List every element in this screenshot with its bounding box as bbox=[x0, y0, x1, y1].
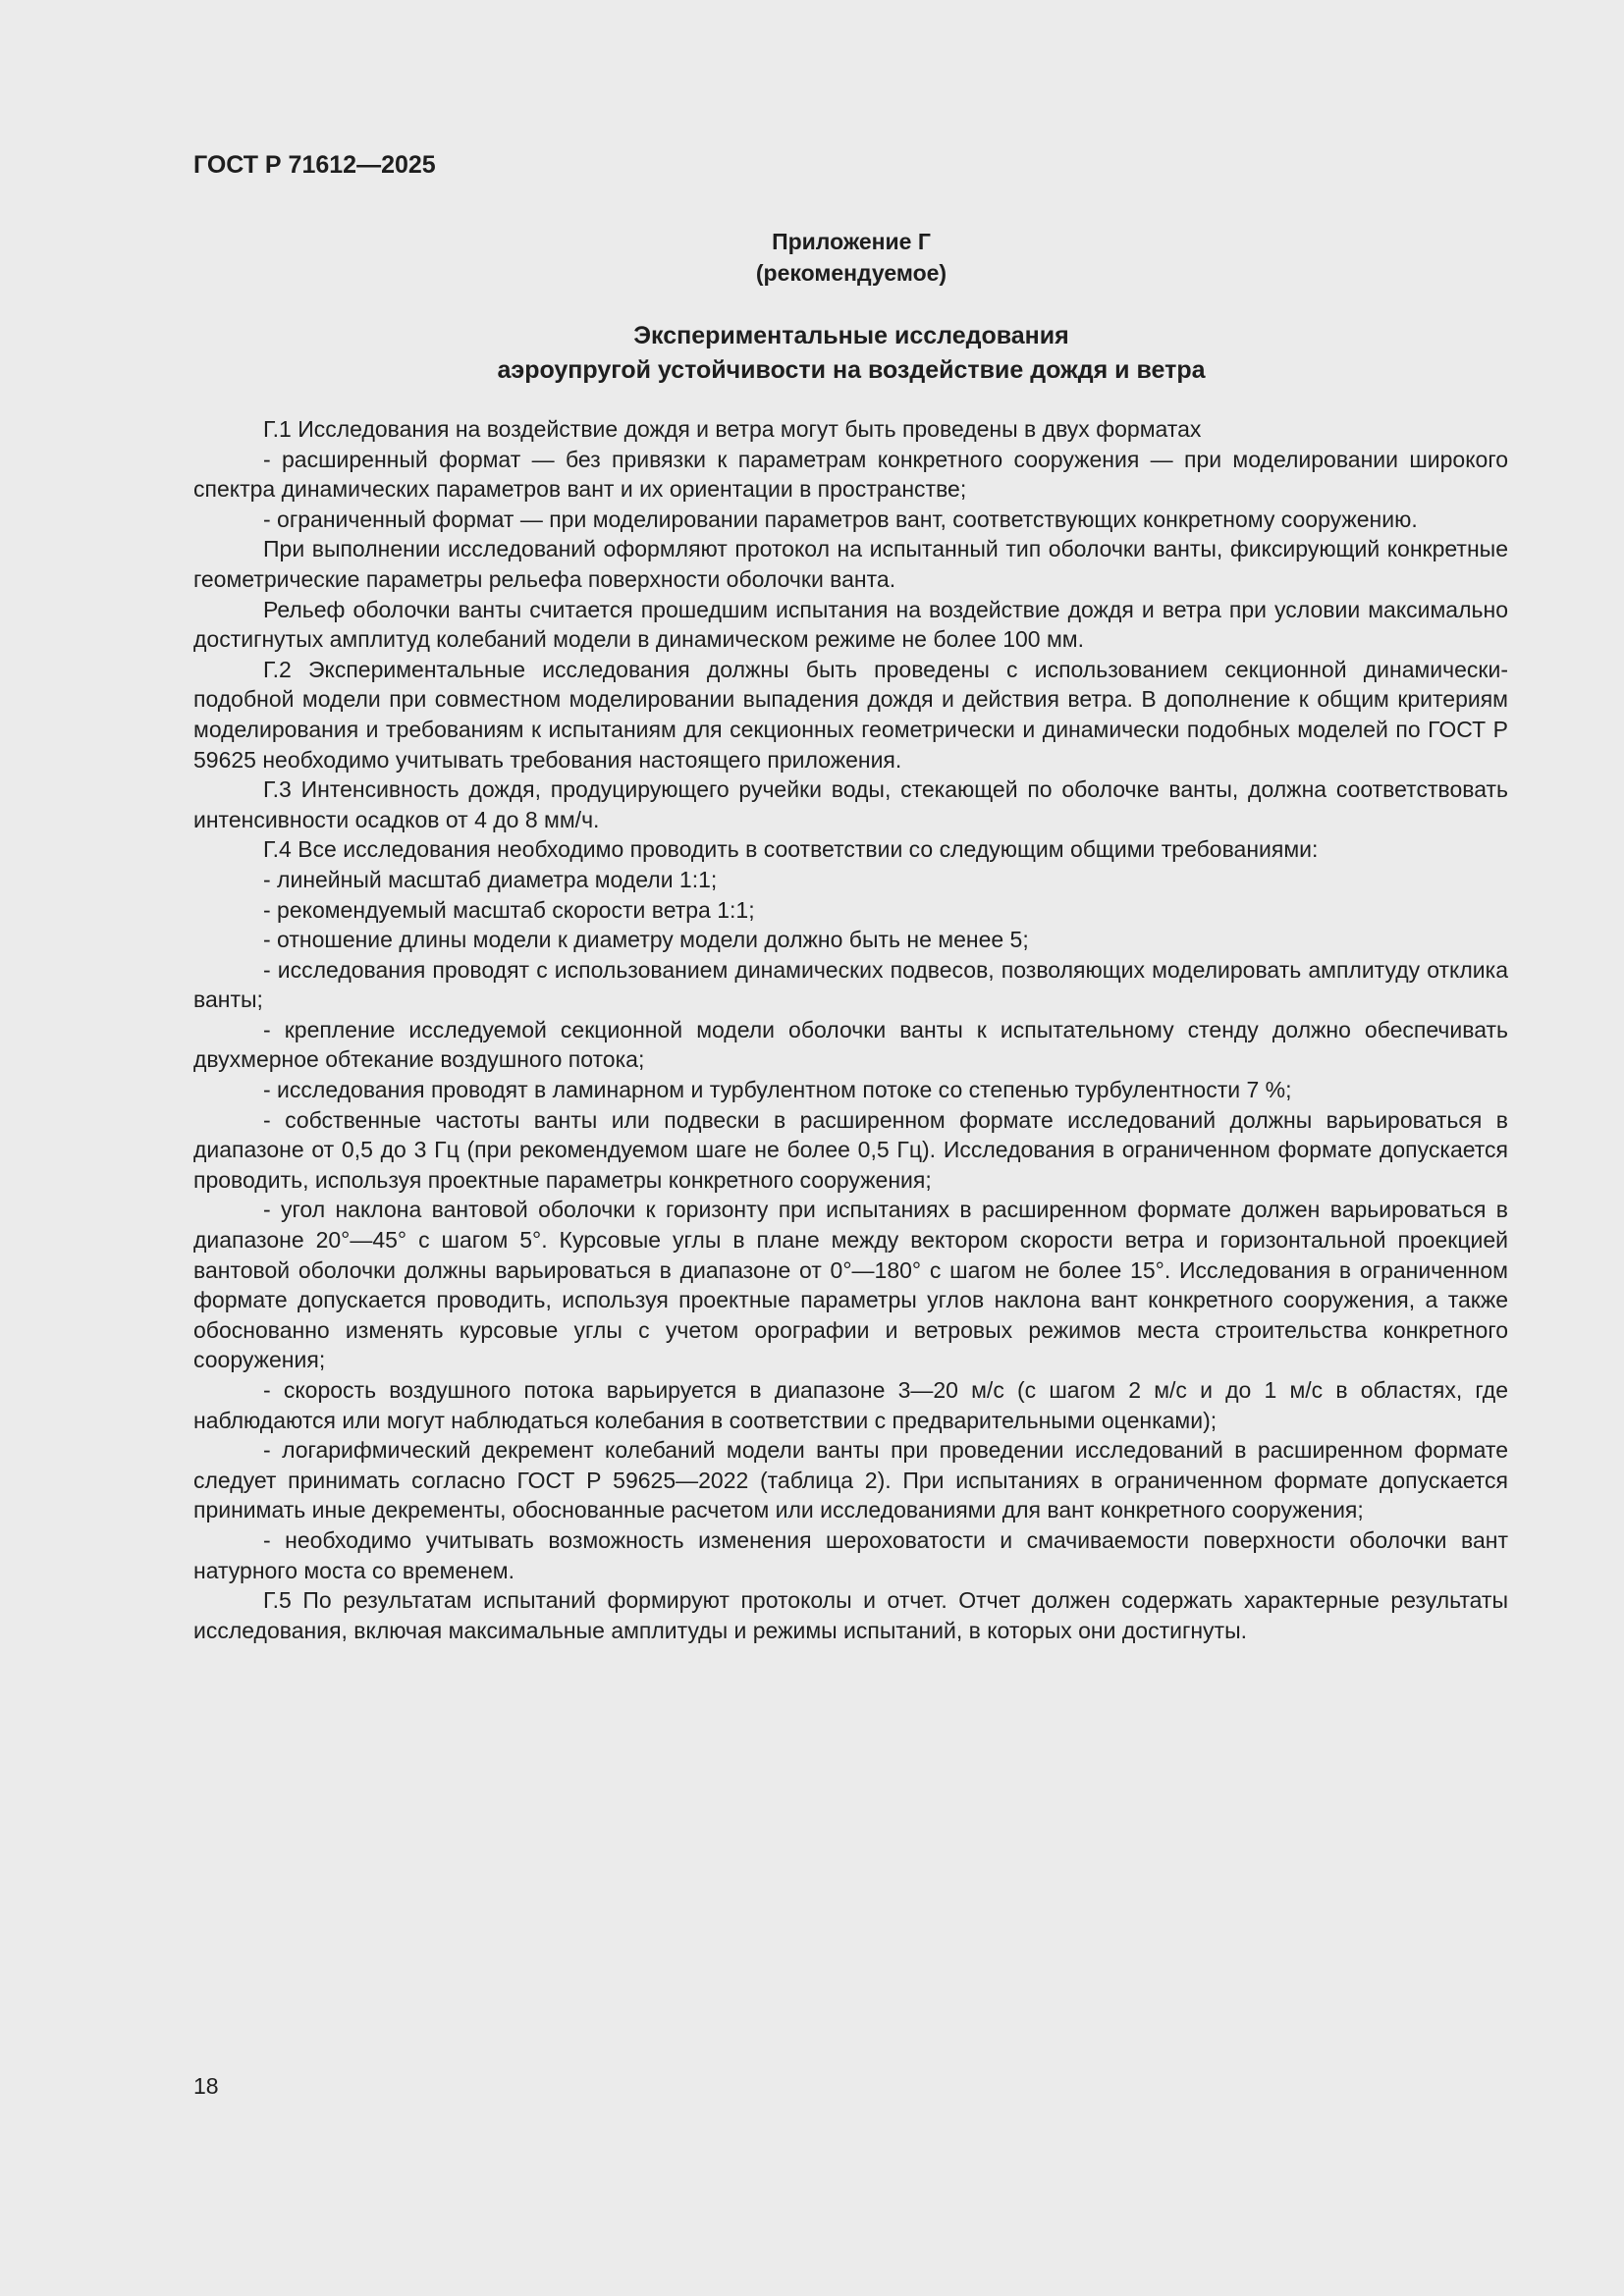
list-item-flow-turbulence: - исследования проводят в ламинарном и турбулентном потоке со степенью турбулентности 7 %; bbox=[263, 1077, 1292, 1103]
list-item-model-mounting: - крепление исследуемой секционной модели оболочки ванты к испытательному стенду должно обеспечивать двухмерное обтекание воздушного потока; bbox=[193, 1016, 1508, 1073]
appendix-label: Приложение Г bbox=[772, 229, 931, 254]
list-item-inclination-angle: - угол наклона вантовой оболочки к горизонту при испытаниях в расширенном формате должен варьироваться в диапазоне 20°—45° с шагом 5°. Курсовые углы в плане между вектором скорости ветра и горизонтальной проекцией вантовой оболочки должны варьироваться в диапазоне от 0°—180° с шагом не более 15°. Исследования в ограниченном формате допускается проводить, используя проектные параметры углов наклона вант конкретного сооружения, а также обоснованно изменять курсовые углы с учетом орографии и ветровых режимов места строительства конкретного сооружения; bbox=[193, 1197, 1508, 1373]
appendix-title-line-2: аэроупругой устойчивости на воздействие дождя и ветра bbox=[497, 356, 1206, 384]
page-number: 18 bbox=[193, 2073, 219, 2099]
paragraph-g4: Г.4 Все исследования необходимо проводить в соответствии со следующим общими требованиями: bbox=[263, 836, 1319, 863]
list-item-limited-format: - ограниченный формат — при моделировании параметров вант, соответствующих конкретному сооружению. bbox=[263, 506, 1418, 532]
paragraph-protocol: При выполнении исследований оформляют протокол на испытанный тип оболочки ванты, фиксирующий конкретные геометрические параметры рельефа поверхности оболочки ванта. bbox=[193, 536, 1508, 592]
appendix-body bbox=[193, 414, 1508, 1645]
list-item-roughness: - необходимо учитывать возможность изменения шероховатости и смачиваемости поверхности оболочки вант натурного моста со временем. bbox=[193, 1526, 1508, 1583]
list-item-dynamic-suspensions: - исследования проводят с использованием динамических подвесов, позволяющих моделировать амплитуду отклика ванты; bbox=[193, 956, 1508, 1013]
appendix-title-line-1: Экспериментальные исследования bbox=[633, 322, 1069, 349]
paragraph-g3: Г.3 Интенсивность дождя, продуцирующего ручейки воды, стекающей по оболочке ванты, должна соответствовать интенсивности осадков от 4 до 8 мм/ч. bbox=[193, 776, 1508, 832]
appendix-heading bbox=[193, 226, 1509, 289]
list-item-flow-speed: - скорость воздушного потока варьируется в диапазоне 3—20 м/с (с шагом 2 м/с и до 1 м/с в областях, где наблюдаются или могут наблюдаться колебания в соответствии с предварительными оценками); bbox=[193, 1377, 1508, 1433]
list-item-wind-speed-scale: - рекомендуемый масштаб скорости ветра 1:1; bbox=[263, 896, 755, 923]
paragraph-g5: Г.5 По результатам испытаний формируют протоколы и отчет. Отчет должен содержать характерные результаты исследования, включая максимальные амплитуды и режимы испытаний, в которых они достигнуты. bbox=[193, 1587, 1508, 1643]
appendix-status: (рекомендуемое) bbox=[755, 260, 947, 286]
list-item-diameter-scale: - линейный масштаб диаметра модели 1:1; bbox=[263, 866, 718, 892]
list-item-length-ratio: - отношение длины модели к диаметру модели должно быть не менее 5; bbox=[263, 927, 1029, 953]
list-item-natural-frequencies: - собственные частоты ванты или подвески в расширенном формате исследований должны варьироваться в диапазоне от 0,5 до 3 Гц (при рекомендуемом шаге не более 0,5 Гц). Исследования в ограниченном формате допускается проводить, используя проектные параметры конкретного сооружения; bbox=[193, 1106, 1508, 1193]
paragraph-g2: Г.2 Экспериментальные исследования должны быть проведены с использованием секционной динамически-подобной модели при совместном моделировании выпадения дождя и действия ветра. В дополнение к общим критериям моделирования и требованиям к испытаниям для секционных геометрически и динамически подобных моделей по ГОСТ Р 59625 необходимо учитывать требования настоящего приложения. bbox=[193, 656, 1508, 773]
paragraph-g1: Г.1 Исследования на воздействие дождя и ветра могут быть проведены в двух форматах bbox=[263, 416, 1202, 442]
document-number: ГОСТ Р 71612—2025 bbox=[193, 151, 436, 179]
list-item-log-decrement: - логарифмический декремент колебаний модели ванты при проведении исследований в расширенном формате следует принимать согласно ГОСТ Р 59625—2022 (таблица 2). При испытаниях в ограниченном формате допускается принимать иные декременты, обоснованные расчетом или исследованиями для вант конкретного сооружения; bbox=[193, 1437, 1508, 1523]
paragraph-relief-criterion: Рельеф оболочки ванты считается прошедшим испытания на воздействие дождя и ветра при условии максимально достигнутых амплитуд колебаний модели в динамическом режиме не более 100 мм. bbox=[193, 596, 1508, 653]
appendix-title bbox=[193, 319, 1509, 388]
list-item-extended-format: - расширенный формат — без привязки к параметрам конкретного сооружения — при моделировании широкого спектра динамических параметров вант и их ориентации в пространстве; bbox=[193, 446, 1508, 503]
